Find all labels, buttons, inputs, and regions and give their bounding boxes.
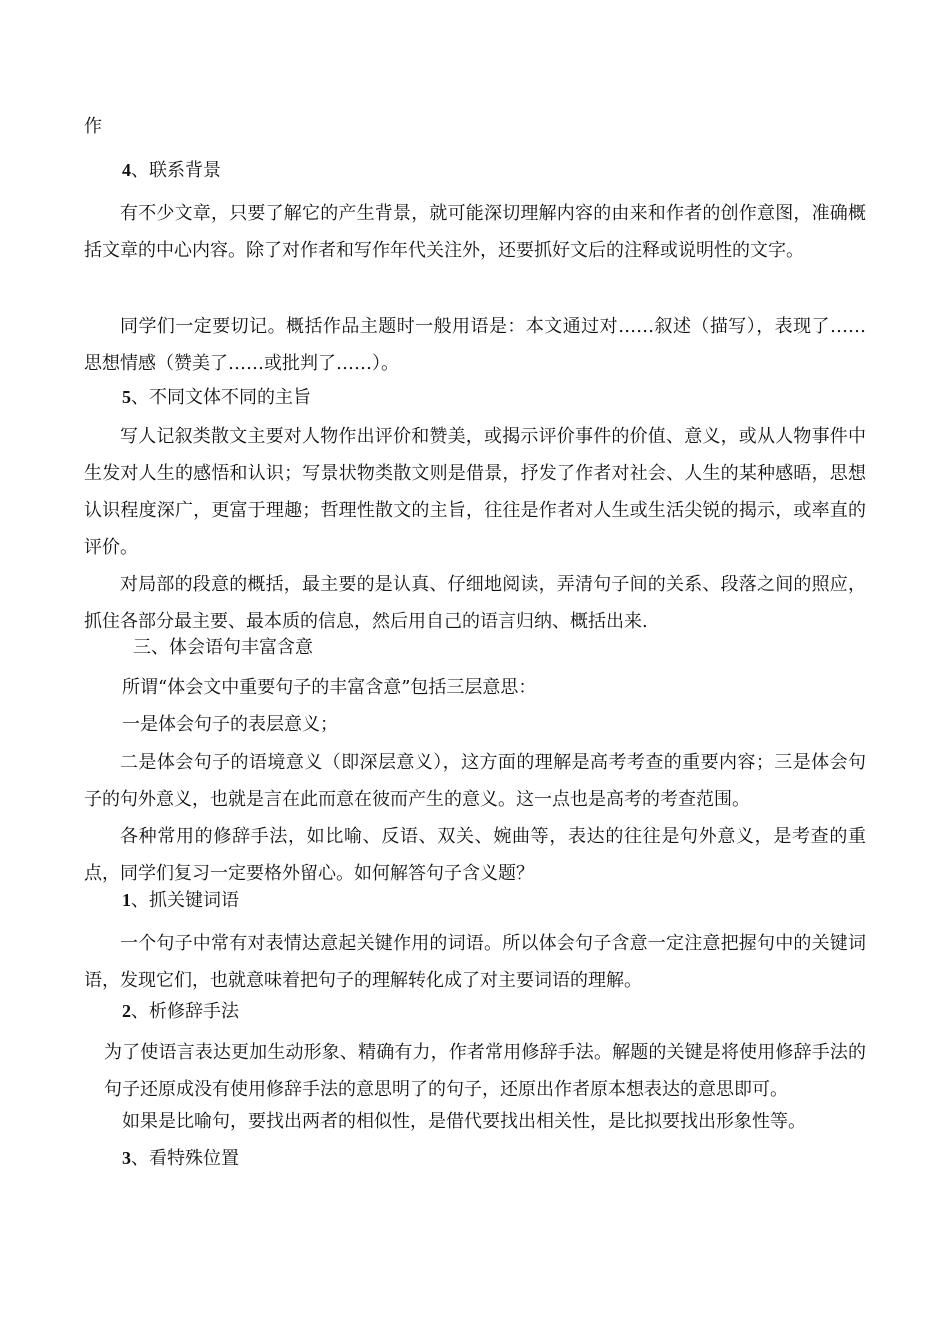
heading-special-position: 3、看特殊位置 [122, 1148, 239, 1169]
paragraph-three-meanings: 所谓“体会文中重要句子的丰富含意”包括三层意思： [122, 677, 537, 698]
paragraph-local-summary: 对局部的段意的概括，最主要的是认真、仔细地阅读，弄清句子间的关系、段落之间的照应，抓住各部分最主要、最本质的信息，然后用自己的语言归纳、概括出来. [84, 574, 866, 632]
heading-4: 4、联系背景 [122, 160, 221, 181]
section-heading-3: 三、体会语句丰富含意 [133, 637, 313, 658]
paragraph-background: 有不少文章，只要了解它的产生背景，就可能深切理解内容的由来和作者的创作意图，准确概括文章的中心内容。除了对作者和写作年代关注外，还要抓好文后的注释或说明性的文字。 [84, 203, 866, 261]
paragraph-metaphor: 如果是比喻句，要找出两者的相似性，是借代要找出相关性，是比拟要找出形象性等。 [122, 1111, 806, 1132]
heading-5: 5、不同文体不同的主旨 [122, 387, 311, 408]
paragraph-theme-phrase: 同学们一定要切记。概括作品主题时一般用语是：本文通过对……叙述（描写），表现了……思想情感（赞美了……或批判了……）。 [84, 316, 866, 374]
paragraph-surface-meaning: 一是体会句子的表层意义； [122, 714, 338, 735]
paragraph-key-words: 一个句子中常有对表情达意起关键作用的词语。所以体会句子含意一定注意把握句中的关键词语，发现它们，也就意味着把句子的理解转化成了对主要词语的理解。 [84, 933, 866, 991]
paragraph-context-meaning: 二是体会句子的语境意义（即深层意义），这方面的理解是高考考查的重要内容；三是体会句子的句外意义，也就是言在此而意在彼而产生的意义。这一点也是高考的考查范围。 [84, 752, 866, 810]
paragraph-rhetoric-devices: 为了使语言表达更加生动形象、精确有力，作者常用修辞手法。解题的关键是将使用修辞手法的句子还原成没有使用修辞手法的意思明了的句子，还原出作者原本想表达的意思即可。 [104, 1042, 866, 1100]
paragraph-genre-theme: 写人记叙类散文主要对人物作出评价和赞美，或揭示评价事件的价值、意义，或从人物事件中生发对人生的感悟和认识；写景状物类散文则是借景，抒发了作者对社会、人生的某种感晤，思想认识程度深广，更富于理趣；哲理性散文的主旨，往往是作者对人生或生活尖锐的揭示，或率直的评价。 [84, 426, 866, 558]
paragraph-rhetoric: 各种常用的修辞手法，如比喻、反语、双关、婉曲等，表达的往往是句外意义，是考查的重点，同学们复习一定要格外留心。如何解答句子含义题？ [84, 826, 866, 884]
heading-key-words: 1、抓关键词语 [122, 890, 239, 911]
heading-rhetoric-devices: 2、析修辞手法 [122, 1001, 239, 1022]
paragraph-fragment: 作 [84, 116, 102, 137]
